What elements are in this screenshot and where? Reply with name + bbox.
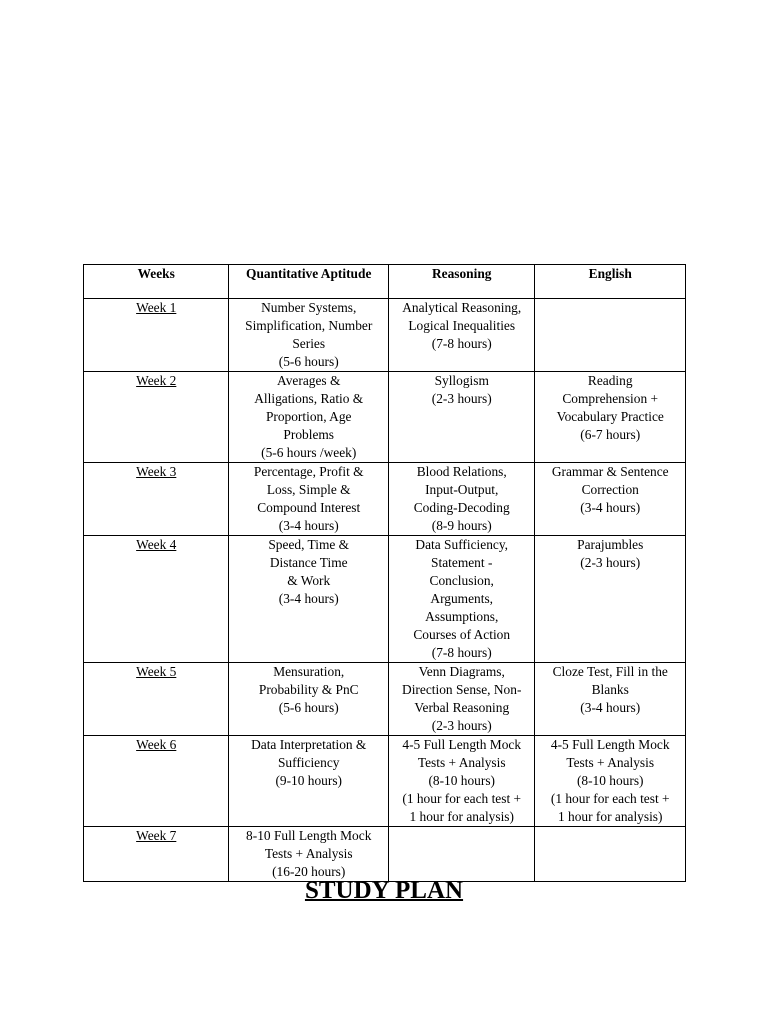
cell-line: 8-10 Full Length Mock [246, 828, 372, 843]
english-cell [535, 736, 686, 827]
cell-line: Analytical Reasoning, [402, 300, 522, 315]
page-title-text: STUDY PLAN [304, 877, 464, 904]
cell-line: Blanks [591, 682, 629, 697]
cell-line: Data Sufficiency, [415, 537, 509, 552]
cell-line: (3-4 hours) [580, 500, 641, 515]
cell-line: Speed, Time & [268, 537, 350, 552]
reasoning-cell [388, 736, 534, 827]
week-cell: Week 6 [84, 736, 229, 827]
week-cell: Week 1 [84, 299, 229, 372]
cell-line: Averages & [277, 373, 341, 388]
reasoning-cell [388, 372, 534, 463]
cell-line: Mensuration, [273, 664, 345, 679]
cell-line: Sufficiency [277, 755, 340, 770]
week-cell: Week 2 [84, 372, 229, 463]
cell-line: Series [292, 336, 326, 351]
reasoning-cell [388, 536, 534, 663]
cell-line: (2-3 hours) [431, 718, 492, 733]
english-cell [535, 536, 686, 663]
cell-line: Tests + Analysis [566, 755, 655, 770]
cell-line: Logical Inequalities [408, 318, 516, 333]
week-cell: Week 4 [84, 536, 229, 663]
reasoning-cell [388, 463, 534, 536]
cell-line: Correction [581, 482, 639, 497]
header-quantitative-aptitude: Quantitative Aptitude [229, 265, 389, 299]
quantitative-aptitude-cell [229, 299, 389, 372]
cell-line: Proportion, Age [265, 409, 352, 424]
header-english: English [535, 265, 686, 299]
cell-line: (7-8 hours) [431, 645, 492, 660]
week-cell: Week 3 [84, 463, 229, 536]
study-plan-table [83, 264, 686, 882]
cell-line: (8-10 hours) [428, 773, 496, 788]
cell-line: (3-4 hours) [580, 700, 641, 715]
cell-line: Courses of Action [413, 627, 511, 642]
quantitative-aptitude-cell [229, 372, 389, 463]
table-header-row [84, 265, 686, 299]
cell-line: (5-6 hours) [278, 354, 339, 369]
cell-line: Arguments, [430, 591, 494, 606]
cell-line: (3-4 hours) [278, 591, 339, 606]
week-cell: Week 5 [84, 663, 229, 736]
table-row [84, 372, 686, 463]
cell-line: Tests + Analysis [417, 755, 506, 770]
table-row [84, 736, 686, 827]
table-body [84, 299, 686, 882]
cell-line: (16-20 hours) [272, 864, 346, 879]
cell-line: Simplification, Number [245, 318, 373, 333]
cell-line: Distance Time [269, 555, 348, 570]
cell-line: Syllogism [434, 373, 489, 388]
cell-line: Parajumbles [577, 537, 644, 552]
reasoning-cell [388, 299, 534, 372]
cell-line: Coding-Decoding [413, 500, 510, 515]
quantitative-aptitude-cell [229, 536, 389, 663]
cell-line: (2-3 hours) [431, 391, 492, 406]
cell-line: Reading [587, 373, 633, 388]
cell-line: Assumptions, [425, 609, 499, 624]
cell-line: Input-Output, [425, 482, 499, 497]
english-cell [535, 663, 686, 736]
cell-line: Statement - [431, 555, 493, 570]
week-cell: Week 7 [84, 827, 229, 882]
english-cell [535, 299, 686, 372]
table-row [84, 536, 686, 663]
cell-line: Percentage, Profit & [253, 464, 364, 479]
cell-line: (7-8 hours) [431, 336, 492, 351]
page-title [0, 874, 768, 908]
cell-line: Cloze Test, Fill in the [552, 664, 668, 679]
cell-line: Tests + Analysis [264, 846, 353, 861]
table-row [84, 663, 686, 736]
cell-line: Vocabulary Practice [556, 409, 664, 424]
cell-line: (6-7 hours) [580, 427, 641, 442]
english-cell [535, 372, 686, 463]
cell-line: Verbal Reasoning [414, 700, 510, 715]
cell-line: Grammar & Sentence [551, 464, 669, 479]
cell-line: Problems [283, 427, 335, 442]
cell-line: Data Interpretation & [251, 737, 367, 752]
cell-line: (8-10 hours) [576, 773, 644, 788]
cell-line: (2-3 hours) [580, 555, 641, 570]
cell-line: Compound Interest [257, 500, 361, 515]
quantitative-aptitude-cell [229, 663, 389, 736]
quantitative-aptitude-cell [229, 463, 389, 536]
cell-line: (9-10 hours) [275, 773, 343, 788]
cell-line: Direction Sense, Non- [402, 682, 522, 697]
cell-line: 4-5 Full Length Mock [550, 737, 670, 752]
cell-line: Loss, Simple & [266, 482, 351, 497]
cell-line: Comprehension + [562, 391, 659, 406]
cell-line: (1 hour for each test + [550, 791, 670, 806]
header-weeks: Weeks [84, 265, 229, 299]
header-reasoning: Reasoning [388, 265, 534, 299]
cell-line: Alligations, Ratio & [254, 391, 364, 406]
cell-line: (3-4 hours) [278, 518, 339, 533]
cell-line: 1 hour for analysis) [409, 809, 514, 824]
cell-line: 4-5 Full Length Mock [402, 737, 522, 752]
cell-line: (5-6 hours /week) [261, 445, 357, 460]
cell-line: (1 hour for each test + [402, 791, 522, 806]
cell-line: Blood Relations, [416, 464, 507, 479]
quantitative-aptitude-cell [229, 736, 389, 827]
cell-line: (5-6 hours) [278, 700, 339, 715]
cell-line: (8-9 hours) [431, 518, 492, 533]
table-row [84, 463, 686, 536]
table-row [84, 299, 686, 372]
cell-line: & Work [287, 573, 331, 588]
cell-line: Number Systems, [261, 300, 357, 315]
cell-line: Probability & PnC [258, 682, 359, 697]
cell-line: Venn Diagrams, [418, 664, 505, 679]
english-cell [535, 463, 686, 536]
cell-line: Conclusion, [429, 573, 494, 588]
cell-line: 1 hour for analysis) [557, 809, 663, 824]
reasoning-cell [388, 663, 534, 736]
